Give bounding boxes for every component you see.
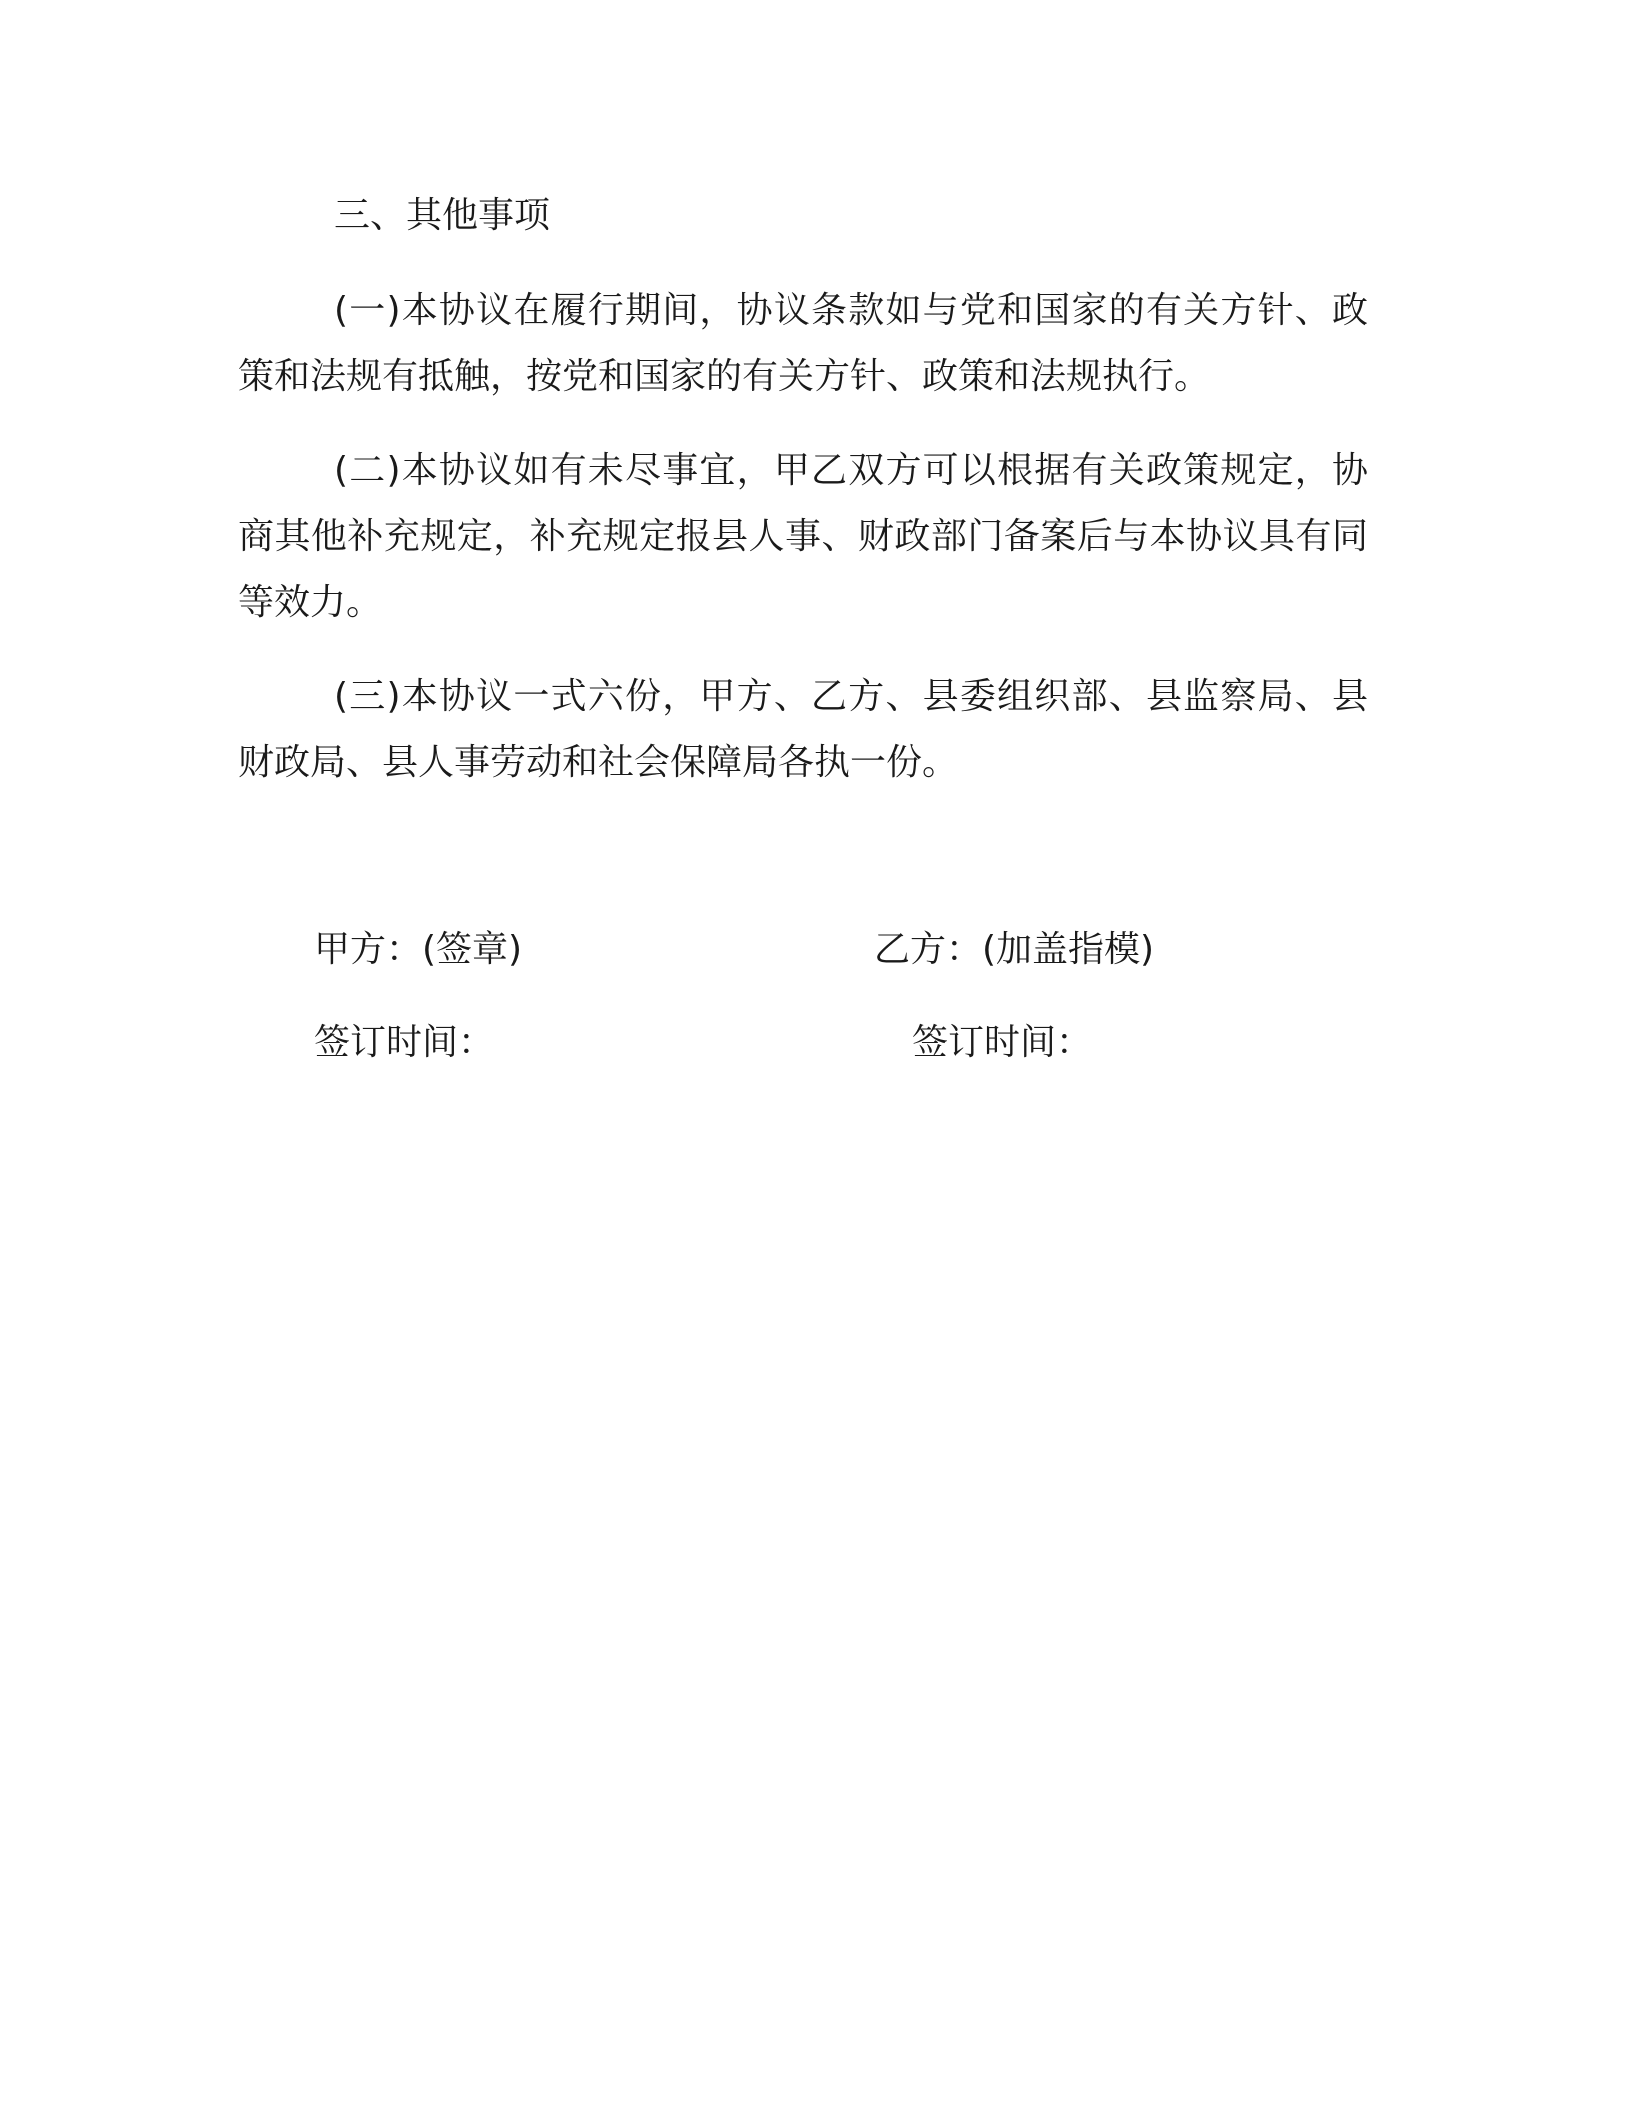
paragraph-clause-3: (三)本协议一式六份，甲方、乙方、县委组织部、县监察局、县财政局、县人事劳动和社会保障局各执一份。 [238,676,1368,783]
party-b-date-label: 签订时间： [912,1022,1093,1063]
section-heading: 三、其他事项 [334,195,551,236]
paragraph-clause-2: (二)本协议如有未尽事宜，甲乙双方可以根据有关政策规定，协商其他补充规定，补充规定报县人事、财政部门备案后与本协议具有同等效力。 [238,450,1368,623]
party-a-date-label: 签订时间： [314,1022,495,1063]
party-a-signature-label: 甲方：(签章) [314,929,523,970]
party-b-signature-label: 乙方：(加盖指模) [874,929,1155,970]
paragraph-clause-1: (一)本协议在履行期间，协议条款如与党和国家的有关方针、政策和法规有抵触，按党和国家的有关方针、政策和法规执行。 [238,290,1368,397]
